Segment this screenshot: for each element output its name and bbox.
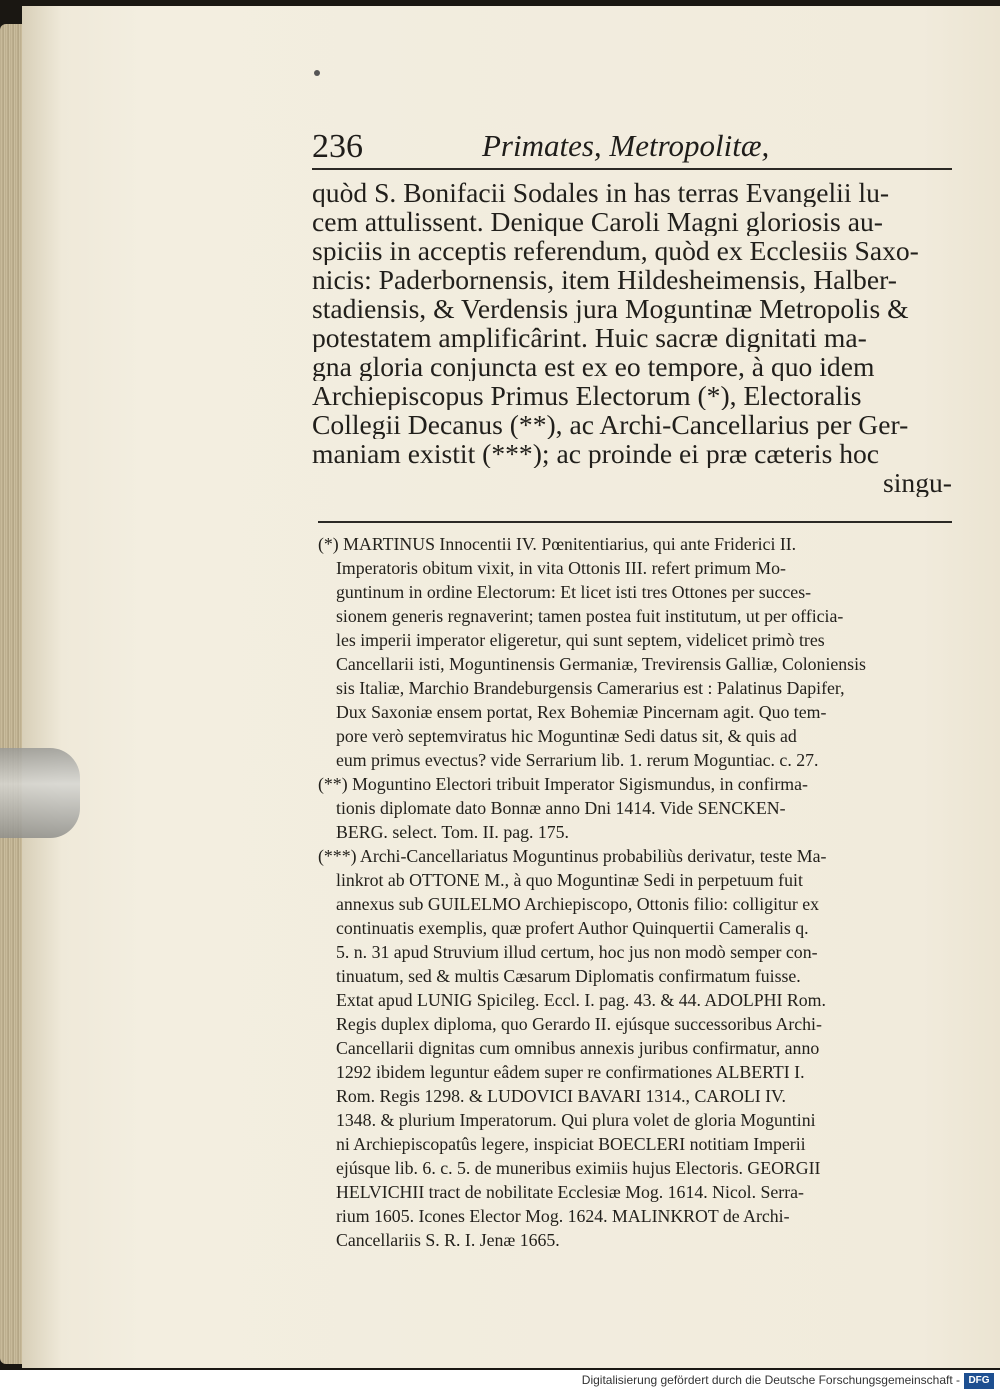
main-text-line: Collegii Decanus (**), ac Archi-Cancellarius per Ger-: [312, 410, 909, 439]
footnote-line: Imperatoris obitum vixit, in vita Ottonis III. refert primum Mo-: [336, 558, 786, 578]
funding-notice: Digitalisierung gefördert durch die Deutsche Forschungsgemeinschaft -: [581, 1373, 960, 1387]
footnote-line: tinuatum, sed & multis Cæsarum Diplomatis confirmatum fuisse.: [336, 966, 801, 986]
main-text-block: [312, 178, 952, 497]
main-text-line: maniam existit (***); ac proinde ei præ cæteris hoc: [312, 439, 880, 468]
footnote-line: Regis duplex diploma, quo Gerardo II. ejúsque successoribus Archi-: [336, 1014, 822, 1034]
footnote-line: 1292 ibidem leguntur eâdem super re confirmationes ALBERTI I.: [336, 1062, 805, 1082]
footnote-line: continuatis exemplis, quæ profert Author Quinquertii Cameralis q.: [336, 918, 809, 938]
main-text-line: nicis: Paderbornensis, item Hildesheimensis, Halber-: [312, 265, 897, 294]
footnote-line: (**) Moguntino Electori tribuit Imperator Sigismundus, in confirma-: [318, 774, 808, 794]
main-text-line: potestatem amplificârint. Huic sacræ dignitati ma-: [312, 323, 867, 352]
header-rule: [312, 168, 952, 170]
footnote-rule: [318, 521, 952, 523]
footnote-line: Cancellarii isti, Moguntinensis Germaniæ, Trevirensis Galliæ, Coloniensis: [336, 654, 866, 674]
footnote-line: sis Italiæ, Marchio Brandeburgensis Camerarius est : Palatinus Dapifer,: [336, 678, 845, 698]
running-head: [312, 128, 952, 168]
main-text-line: singu-: [883, 468, 952, 497]
page-holder-clip: [0, 748, 80, 838]
main-text-line: stadiensis, & Verdensis jura Moguntinæ Metropolis &: [312, 294, 909, 323]
main-text-line: spiciis in acceptis referendum, quòd ex Ecclesiis Saxo-: [312, 236, 919, 265]
footnote-line: Rom. Regis 1298. & LUDOVICI BAVARI 1314., CAROLI IV.: [336, 1086, 786, 1106]
footnote-line: Cancellariis S. R. I. Jenæ 1665.: [336, 1230, 560, 1250]
page-number: 236: [312, 128, 363, 165]
main-text-line: quòd S. Bonifacii Sodales in has terras Evangelii lu-: [312, 178, 890, 207]
footnote-line: guntinum in ordine Electorum: Et licet isti tres Ottones per succes-: [336, 582, 812, 602]
footnote-line: les imperii imperator eligeretur, qui sunt septem, videlicet primò tres: [336, 630, 825, 650]
digitization-banner: [0, 1370, 1000, 1393]
running-title: Primates, Metropolitæ,: [482, 128, 770, 163]
footnote-line: 1348. & plurium Imperatorum. Qui plura volet de gloria Moguntini: [336, 1110, 816, 1130]
footnote-line: pore verò septemviratus hic Moguntinæ Sedi datus sit, & quis ad: [336, 726, 797, 746]
main-text-line: gna gloria conjuncta est ex eo tempore, à quo idem: [312, 352, 875, 381]
footnote-line: (*) MARTINUS Innocentii IV. Pœnitentiarius, qui ante Friderici II.: [318, 534, 797, 554]
footnote-line: (***) Archi-Cancellariatus Moguntinus probabiliùs derivatur, teste Ma-: [318, 846, 827, 866]
footnote-line: Dux Saxoniæ ensem portat, Rex Bohemiæ Pincernam agit. Quo tem-: [336, 702, 827, 722]
dfg-logo: DFG: [964, 1373, 994, 1389]
footnote-line: tionis diplomate dato Bonnæ anno Dni 1414. Vide SENCKEN-: [336, 798, 786, 818]
footnote-line: sionem generis regnaverint; tamen postea fuit institutum, ut per officia-: [336, 606, 844, 626]
footnote-line: BERG. select. Tom. II. pag. 175.: [336, 822, 570, 842]
footnote-line: linkrot ab OTTONE M., à quo Moguntinæ Sedi in perpetuum fuit: [336, 870, 803, 890]
main-text-line: cem attulissent. Denique Caroli Magni gloriosis au-: [312, 207, 883, 236]
footnote-line: ejúsque lib. 6. c. 5. de muneribus eximiis hujus Electoris. GEORGII: [336, 1158, 821, 1178]
footnote-line: annexus sub GUILELMO Archiepiscopo, Ottonis filio: colligitur ex: [336, 894, 819, 914]
footnote-line: rium 1605. Icones Elector Mog. 1624. MALINKROT de Archi-: [336, 1206, 790, 1226]
footnotes-block: [318, 532, 958, 1252]
footnote-line: Cancellarii dignitas cum omnibus annexis juribus confirmatur, anno: [336, 1038, 820, 1058]
footnote-line: HELVICHII tract de nobilitate Ecclesiæ Mog. 1614. Nicol. Serra-: [336, 1182, 804, 1202]
footnote-line: Extat apud LUNIG Spicileg. Eccl. I. pag. 43. & 44. ADOLPHI Rom.: [336, 990, 826, 1010]
footnote-line: 5. n. 31 apud Struvium illud certum, hoc jus non modò semper con-: [336, 942, 818, 962]
main-text-line: Archiepiscopus Primus Electorum (*), Electoralis: [312, 381, 862, 410]
ink-spot: [314, 70, 320, 76]
footnote-line: ni Archiepiscopatûs legere, inspiciat BOECLERI notitiam Imperii: [336, 1134, 806, 1154]
footnote-line: eum primus evectus? vide Serrarium lib. 1. rerum Moguntiac. c. 27.: [336, 750, 819, 770]
